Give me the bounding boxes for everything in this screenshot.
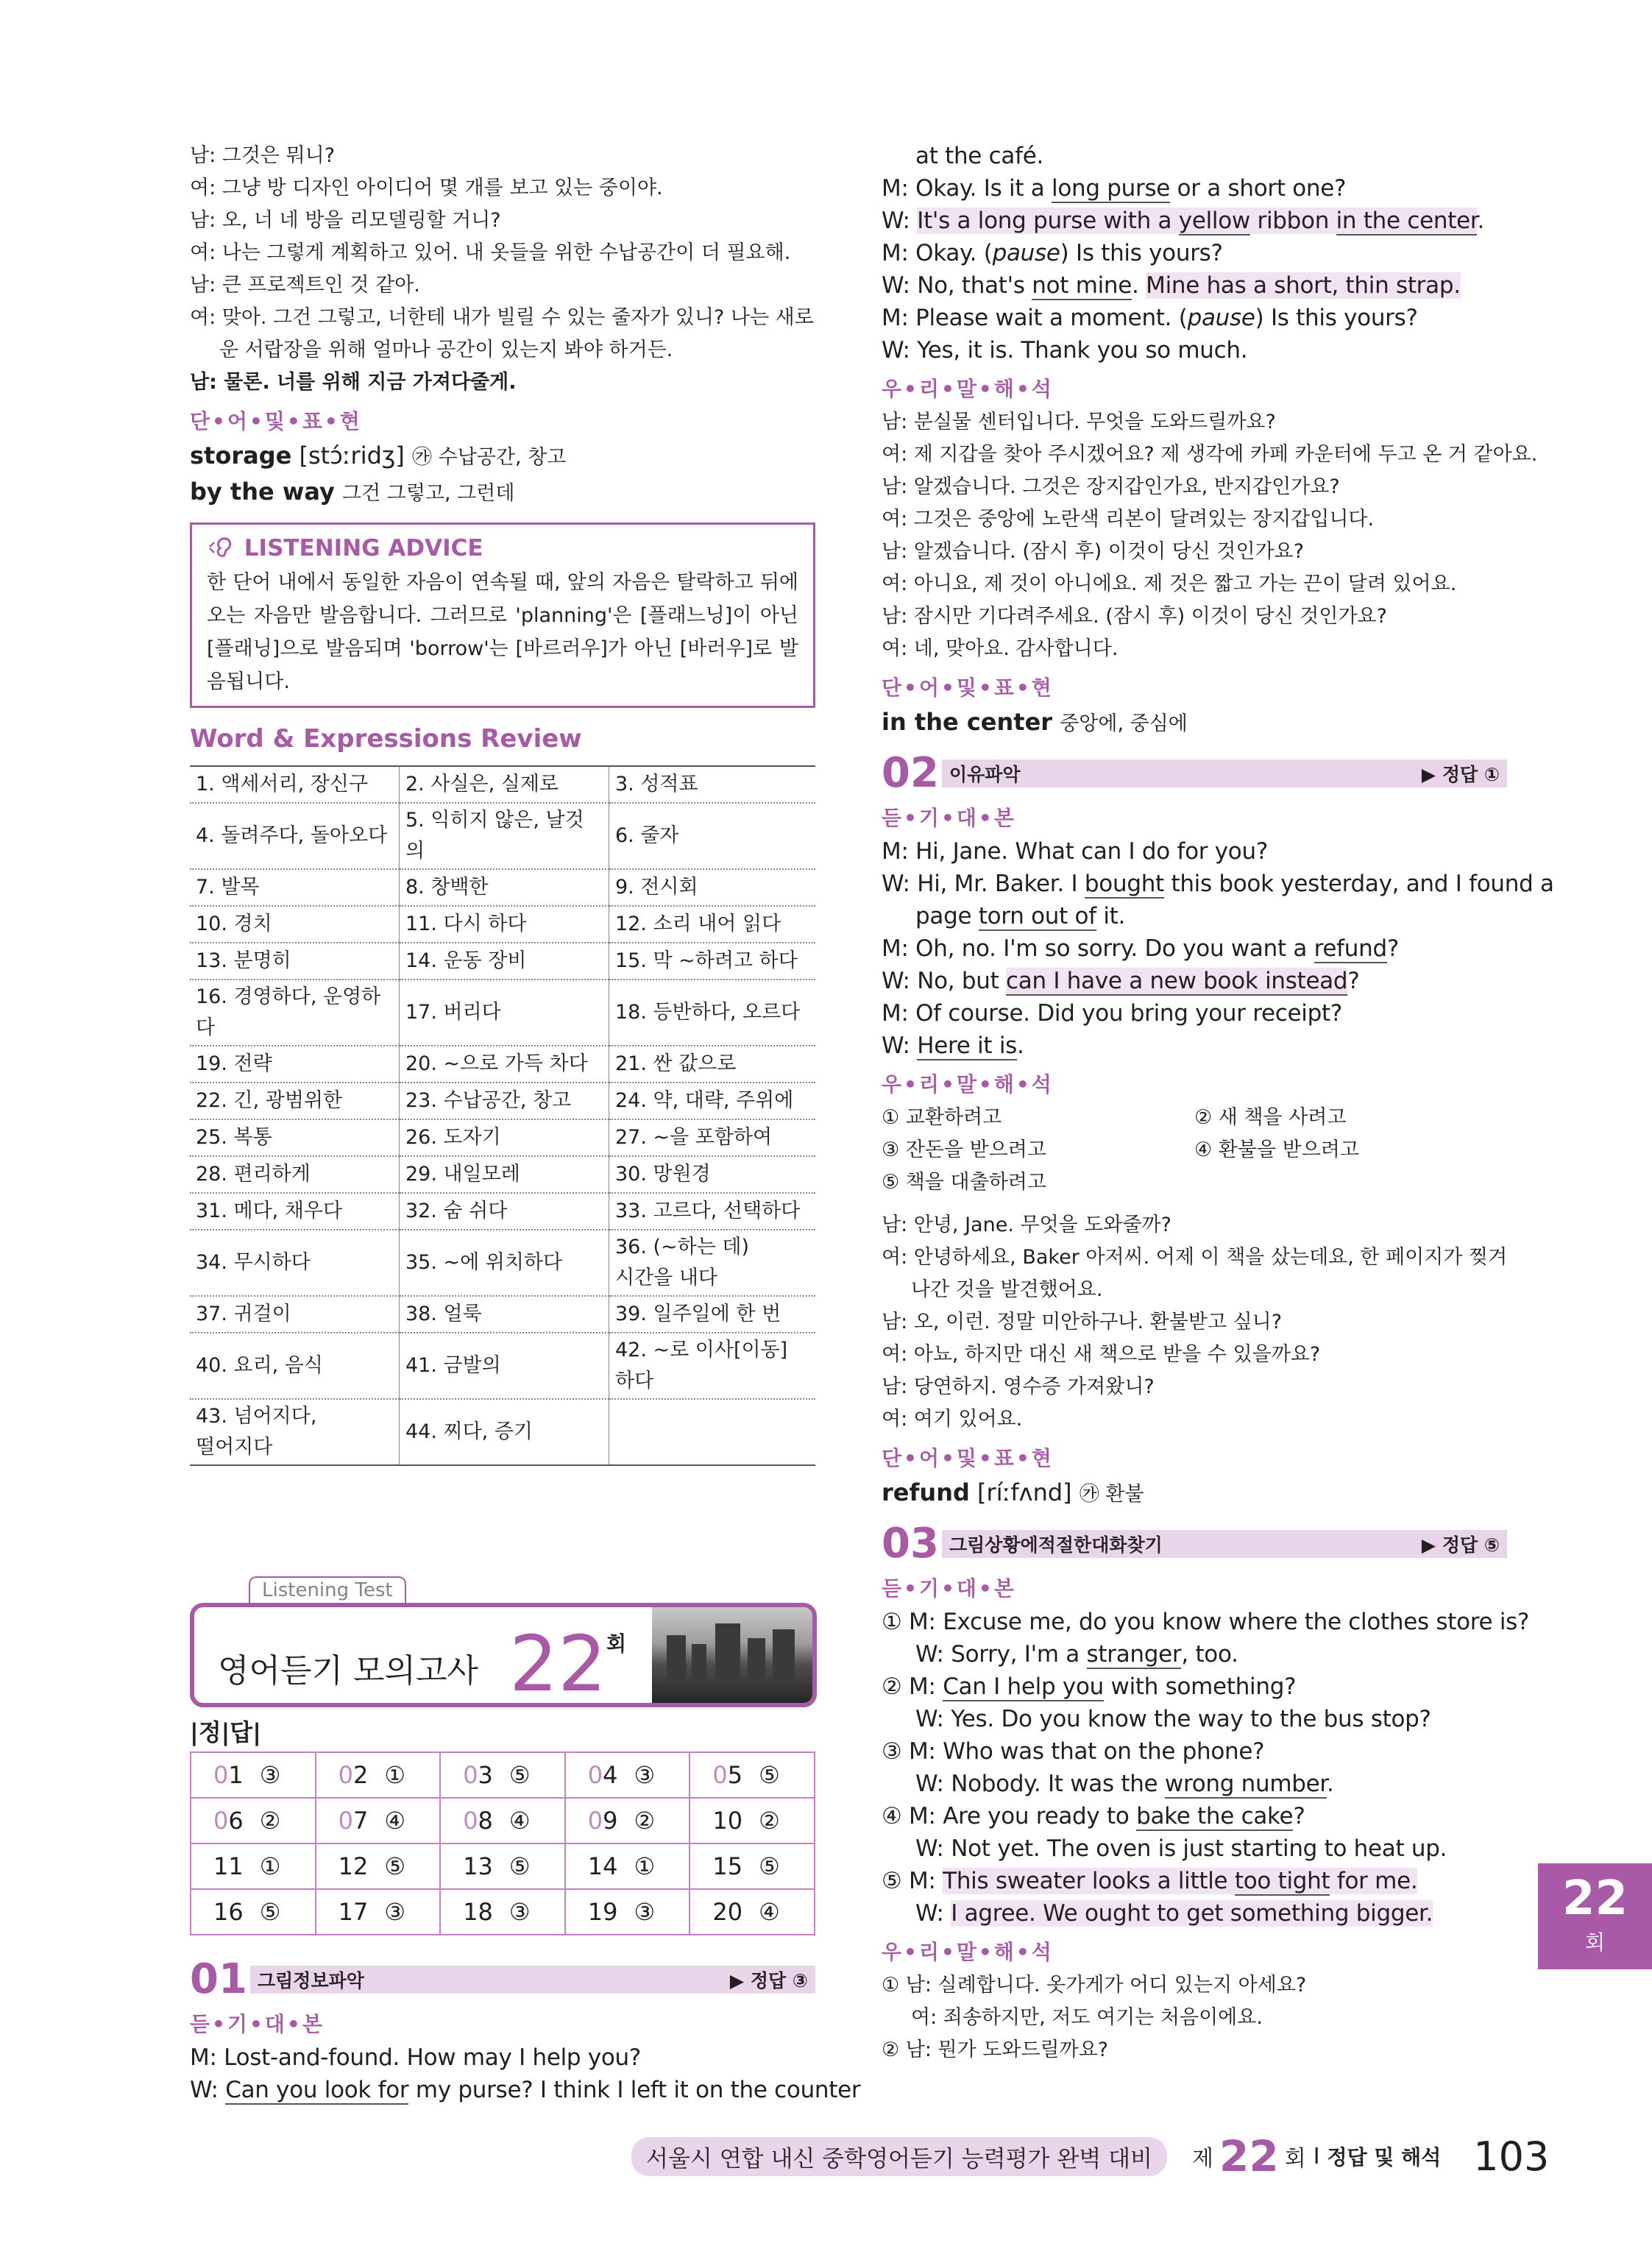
answer-number: 10 <box>712 1807 743 1835</box>
review-cell: 37. 귀걸이 <box>190 1296 400 1333</box>
answer-choice: ③ <box>259 1761 281 1789</box>
answer-number: 13 <box>463 1852 493 1880</box>
review-row <box>190 1193 815 1230</box>
review-cell: 42. ~로 이사[이동] 하다 <box>609 1333 816 1399</box>
translation-line: 여: 아니요, 제 것이 아니에요. 제 것은 짧고 가는 끈이 달려 있어요. <box>882 573 1457 595</box>
review-cell: 2. 사실은, 실제로 <box>400 766 609 803</box>
translation-line: 남: 알겠습니다. (잠시 후) 이것이 당신 것인가요? <box>882 540 1305 563</box>
dialogue-line: 여: 맞아. 그건 그렇고, 너한테 내가 빌릴 수 있는 줄자가 있니? 나는 새로 <box>190 306 814 329</box>
review-cell: 10. 경치 <box>190 906 400 943</box>
answer-choice: ⑤ <box>759 1852 780 1880</box>
dialogue-line: 남: 큰 프로젝트인 것 같아. <box>190 274 420 297</box>
review-cell: 25. 복통 <box>190 1119 400 1156</box>
answer-cell <box>316 1752 441 1798</box>
review-cell: 6. 줄자 <box>609 803 816 869</box>
script-line: W: Nobody. It was the wrong number. <box>915 1771 1334 1797</box>
question-header <box>882 1522 1507 1566</box>
script-line: W: Hi, Mr. Baker. I bought this book yesterday, and I found a <box>882 871 1554 897</box>
answer-cell <box>191 1752 316 1798</box>
answer-number: 03 <box>463 1761 493 1789</box>
script-line: W: Sorry, I'm a stranger, too. <box>915 1641 1238 1668</box>
review-row <box>190 869 815 906</box>
answer-choice: ⑤ <box>508 1761 531 1789</box>
answer-choice: ⑤ <box>384 1852 405 1880</box>
review-cell: 12. 소리 내어 읽다 <box>609 906 816 943</box>
review-cell: 36. (~하는 데) 시간을 내다 <box>609 1230 816 1296</box>
answer-row <box>191 1889 815 1935</box>
script-line: M: Okay. Is it a long purse or a short one? <box>882 175 1347 202</box>
answer-row <box>191 1752 815 1798</box>
script-line: ④ M: Are you ready to bake the cake? <box>882 1803 1305 1829</box>
answer-number: 08 <box>463 1807 493 1835</box>
test-header-frame <box>190 1603 817 1707</box>
review-cell: 13. 분명히 <box>190 943 400 980</box>
review-cell: 18. 등반하다, 오르다 <box>609 980 816 1046</box>
review-cell: 41. 금발의 <box>400 1333 609 1399</box>
review-cell: 39. 일주일에 한 번 <box>609 1296 816 1333</box>
translation-line: ② 남: 뭔가 도와드릴까요? <box>882 2038 1109 2061</box>
review-cell: 30. 망원경 <box>609 1156 816 1193</box>
answer-choice: ③ <box>634 1898 656 1926</box>
footer-hoe-prefix: 제 <box>1192 2146 1213 2172</box>
answer-cell <box>191 1843 316 1889</box>
review-table <box>190 765 815 1466</box>
review-cell: 44. 찌다, 증기 <box>400 1399 609 1465</box>
script-line: page torn out of it. <box>915 903 1126 929</box>
listening-advice-title: LISTENING ADVICE <box>207 531 798 566</box>
review-cell: 35. ~에 위치하다 <box>400 1230 609 1296</box>
review-cell: 8. 창백한 <box>400 869 609 906</box>
review-cell: 3. 성적표 <box>609 766 816 803</box>
script-line: W: No, but can I have a new book instead? <box>882 968 1360 994</box>
translation-line: 여: 아뇨, 하지만 대신 새 책으로 받을 수 있을까요? <box>882 1343 1321 1366</box>
answer-choice: ② <box>759 1807 780 1835</box>
answer-number: 18 <box>463 1898 493 1926</box>
choice-item: ⑤ 책을 대출하려고 <box>882 1171 1046 1194</box>
review-row <box>190 1296 815 1333</box>
question-header <box>190 1955 815 2003</box>
translation-line: 남: 안녕, Jane. 무엇을 도와줄까? <box>882 1214 1171 1236</box>
review-row <box>190 1156 815 1193</box>
choice-item: ② 새 책을 사려고 <box>1194 1106 1347 1129</box>
review-cell: 1. 액세서리, 장신구 <box>190 766 400 803</box>
translation-line: 남: 알겠습니다. 그것은 장지갑인가요, 반지갑인가요? <box>882 475 1340 498</box>
review-cell: 24. 약, 대략, 주위에 <box>609 1083 816 1119</box>
city-park-photo <box>652 1607 812 1703</box>
answer-choice: ⑤ <box>508 1852 531 1880</box>
script-line: W: Can you look for my purse? I think I left it on the counter <box>190 2077 861 2103</box>
translation-line: 남: 잠시만 기다려주세요. (잠시 후) 이것이 당신 것인가요? <box>882 605 1387 628</box>
question-type-bar <box>942 759 1507 787</box>
review-cell: 4. 돌려주다, 돌아오다 <box>190 803 400 869</box>
review-cell: 31. 메다, 채우다 <box>190 1193 400 1230</box>
review-cell: 7. 발목 <box>190 869 400 906</box>
review-cell: 16. 경영하다, 운영하다 <box>190 980 400 1046</box>
test-label: Listening Test <box>249 1576 406 1603</box>
script-line: at the café. <box>915 143 1044 169</box>
review-cell: 17. 버리다 <box>400 980 609 1046</box>
test-hoe: 회 <box>606 1632 627 1656</box>
choice-item: ④ 환불을 받으려고 <box>1194 1138 1359 1161</box>
vocab-heading: 단•어•및•표•현 <box>190 409 362 433</box>
translation-line: 나간 것을 발견했어요. <box>911 1278 1103 1301</box>
script-line: M: Lost-and-found. How may I help you? <box>190 2044 642 2071</box>
review-cell: 5. 익히지 않은, 날것의 <box>400 803 609 869</box>
vocab-entry <box>190 475 815 511</box>
question-answer: ▶ 정답 ⑤ <box>1421 1534 1500 1556</box>
answer-cell <box>689 1752 815 1798</box>
review-cell: 9. 전시회 <box>609 869 816 906</box>
review-cell: 28. 편리하게 <box>190 1156 400 1193</box>
answers-table <box>190 1751 815 1935</box>
answer-number: 04 <box>587 1761 618 1789</box>
vocab-pronunciation: [stɔ́ːridʒ] <box>299 442 405 470</box>
answer-number: 09 <box>587 1807 618 1835</box>
review-cell: 20. ~으로 가득 차다 <box>400 1046 609 1083</box>
answer-cell <box>316 1843 441 1889</box>
answer-row <box>191 1798 815 1843</box>
listening-test-header <box>190 1576 815 1709</box>
answer-cell <box>565 1889 690 1935</box>
vocab-heading: 단•어•및•표•현 <box>882 1446 1054 1470</box>
answer-number: 20 <box>712 1898 743 1926</box>
script-line: M: Oh, no. I'm so sorry. Do you want a refund? <box>882 935 1400 962</box>
answer-choice: ① <box>634 1852 656 1880</box>
script-line: W: Yes, it is. Thank you so much. <box>882 337 1248 364</box>
translation-line: 남: 분실물 센터입니다. 무엇을 도와드릴까요? <box>882 411 1276 433</box>
page-footer <box>631 2131 1550 2181</box>
script-line: ① M: Excuse me, do you know where the clothes store is? <box>882 1609 1530 1635</box>
review-cell: 15. 막 ~하려고 하다 <box>609 943 816 980</box>
review-cell: 33. 고르다, 선택하다 <box>609 1193 816 1230</box>
dialogue-line: 여: 그냥 방 디자인 아이디어 몇 개를 보고 있는 중이야. <box>190 177 663 199</box>
answer-choice: ① <box>384 1761 405 1789</box>
translation-line: ① 남: 실례합니다. 옷가게가 어디 있는지 아세요? <box>882 1974 1307 1997</box>
chapter-side-tab <box>1538 1863 1652 1969</box>
answer-row <box>191 1843 815 1889</box>
script-line: M: Okay. (pause) Is this yours? <box>882 240 1223 266</box>
choice-list <box>882 1102 1507 1199</box>
answer-choice: ④ <box>384 1807 405 1835</box>
review-cell: 21. 싼 값으로 <box>609 1046 816 1083</box>
footer-separator: I <box>1313 2143 1320 2169</box>
answer-number: 11 <box>213 1852 244 1880</box>
answer-choice: ④ <box>759 1898 780 1926</box>
dialogue-line: 여: 나는 그렇게 계획하고 있어. 내 옷들을 위한 수납공간이 더 필요해. <box>190 241 791 264</box>
chapter-tab-label: 회 <box>1584 1930 1606 1955</box>
translation-line: 여: 네, 맞아요. 감사합니다. <box>882 637 1119 660</box>
footer-section: 정답 및 해석 <box>1327 2145 1442 2169</box>
review-row <box>190 803 815 869</box>
answer-number: 16 <box>213 1898 244 1926</box>
script-heading: 듣•기•대•본 <box>882 1576 1016 1601</box>
translation-heading: 우•리•말•해•석 <box>882 377 1054 401</box>
review-row <box>190 1083 815 1119</box>
footer-hoe-suffix: 회 <box>1284 2146 1306 2172</box>
answer-cell <box>191 1798 316 1843</box>
dialogue-translation <box>190 140 815 399</box>
translation-heading: 우•리•말•해•석 <box>882 1940 1054 1964</box>
vocab-word: storage <box>190 442 292 470</box>
review-cell: 26. 도자기 <box>400 1119 609 1156</box>
page-number: 103 <box>1473 2133 1550 2180</box>
translation-line: 남: 당연하지. 영수증 가져왔니? <box>882 1375 1155 1398</box>
question-number: 01 <box>190 1955 247 2003</box>
vocab-entry <box>882 705 1507 741</box>
question-header <box>882 751 1507 796</box>
vocab-meaning: 중앙에, 중심에 <box>1060 712 1188 735</box>
answer-number: 12 <box>338 1852 369 1880</box>
answer-cell <box>316 1798 441 1843</box>
review-cell: 19. 전략 <box>190 1046 400 1083</box>
answer-cell <box>440 1798 565 1843</box>
answer-choice: ③ <box>508 1898 531 1926</box>
review-cell: 43. 넘어지다, 떨어지다 <box>190 1399 400 1465</box>
script-line: M: Hi, Jane. What can I do for you? <box>882 838 1268 865</box>
review-cell: 38. 얼룩 <box>400 1296 609 1333</box>
answer-cell <box>440 1843 565 1889</box>
translation-line: 여: 제 지갑을 찾아 주시겠어요? 제 생각에 카페 카운터에 두고 온 거 같아요. <box>882 443 1538 466</box>
answer-cell <box>565 1752 690 1798</box>
script-line: W: Not yet. The oven is just starting to heat up. <box>915 1835 1447 1862</box>
script-line: M: Of course. Did you bring your receipt? <box>882 1000 1343 1027</box>
review-row <box>190 1046 815 1083</box>
answer-choice: ② <box>634 1807 656 1835</box>
answer-number: 07 <box>338 1807 369 1835</box>
left-column <box>190 140 861 2106</box>
script-line: W: Yes. Do you know the way to the bus stop? <box>915 1706 1431 1732</box>
answer-number: 02 <box>338 1761 369 1789</box>
choice-item: ③ 잔돈을 받으려고 <box>882 1138 1046 1161</box>
review-row <box>190 766 815 803</box>
review-cell: 27. ~을 포함하여 <box>609 1119 816 1156</box>
review-cell: 29. 내일모레 <box>400 1156 609 1193</box>
script-line: W: Here it is. <box>882 1032 1024 1059</box>
vocab-entry <box>190 439 815 475</box>
question-type: 그림상황에적절한대화찾기 <box>949 1534 1163 1556</box>
vocab-meaning: 그건 그렇고, 그런데 <box>342 482 515 505</box>
script-line: W: It's a long purse with a yellow ribbon in the center. <box>882 208 1485 234</box>
answers-label: |정|답| <box>190 1718 261 1746</box>
script-line: W: I agree. We ought to get something bigger. <box>915 1900 1433 1927</box>
footer-book-title: 서울시 연합 내신 중학영어듣기 능력평가 완벽 대비 <box>631 2137 1167 2176</box>
answer-cell <box>316 1889 441 1935</box>
answer-choice: ③ <box>384 1898 405 1926</box>
answer-choice: ③ <box>634 1761 656 1789</box>
answer-cell <box>689 1889 815 1935</box>
answer-cell <box>689 1843 815 1889</box>
script-line: M: Please wait a moment. (pause) Is this yours? <box>882 305 1418 331</box>
dialogue-line: 운 서랍장을 위해 얼마나 공간이 있는지 봐야 하거든. <box>219 339 673 361</box>
question-type-bar <box>942 1530 1507 1558</box>
answer-cell <box>565 1798 690 1843</box>
script-line: ③ M: Who was that on the phone? <box>882 1738 1265 1765</box>
vocab-heading: 단•어•및•표•현 <box>882 676 1054 700</box>
answer-cell <box>565 1843 690 1889</box>
test-number: 22 <box>509 1619 607 1709</box>
review-row <box>190 906 815 943</box>
script-heading: 듣•기•대•본 <box>190 2012 325 2036</box>
review-row <box>190 1119 815 1156</box>
question-number: 02 <box>882 749 939 797</box>
chapter-tab-number: 22 <box>1561 1871 1628 1926</box>
review-cell: 23. 수납공간, 창고 <box>400 1083 609 1119</box>
ear-icon <box>207 535 244 562</box>
answer-choice: ⑤ <box>759 1761 780 1789</box>
review-row <box>190 1333 815 1399</box>
question-number: 03 <box>882 1520 939 1568</box>
translation-line: 남: 오, 이런. 정말 미안하구나. 환불받고 싶니? <box>882 1311 1283 1333</box>
review-row <box>190 943 815 980</box>
vocab-meaning: ㉮ 수납공간, 창고 <box>412 446 567 469</box>
answer-choice: ① <box>259 1852 281 1880</box>
answer-cell <box>440 1889 565 1935</box>
answer-number: 06 <box>213 1807 244 1835</box>
answer-number: 01 <box>213 1761 244 1789</box>
translation-heading: 우•리•말•해•석 <box>882 1072 1054 1097</box>
listening-advice-box <box>190 523 815 708</box>
script-line: ⑤ M: This sweater looks a little too tight for me. <box>882 1868 1418 1894</box>
translation-line: 여: 여기 있어요. <box>882 1408 1023 1431</box>
answer-number: 05 <box>712 1761 743 1789</box>
answer-choice: ② <box>259 1807 281 1835</box>
test-title: 영어듣기 모의고사 <box>218 1652 479 1690</box>
dialogue-line: 남: 오, 너 네 방을 리모델링할 거니? <box>190 209 501 232</box>
right-column <box>882 140 1554 2066</box>
vocab-word: in the center <box>882 708 1053 736</box>
review-row <box>190 1399 815 1465</box>
dialogue-line: 남: 그것은 뭐니? <box>190 144 336 167</box>
answer-number: 19 <box>587 1898 618 1926</box>
script-heading: 듣•기•대•본 <box>882 806 1016 830</box>
review-row <box>190 980 815 1046</box>
answer-cell <box>689 1798 815 1843</box>
review-cell: 22. 긴, 광범위한 <box>190 1083 400 1119</box>
choice-item: ① 교환하려고 <box>882 1106 1002 1129</box>
translation-line: 여: 죄송하지만, 저도 여기는 처음이에요. <box>911 2006 1263 2029</box>
script-line: ② M: Can I help you with something? <box>882 1673 1297 1700</box>
answer-choice: ⑤ <box>259 1898 281 1926</box>
vocab-word: refund <box>882 1478 970 1506</box>
question-answer: ▶ 정답 ③ <box>729 1970 808 1991</box>
translation-line: 여: 그것은 중앙에 노란색 리본이 달려있는 장지갑입니다. <box>882 508 1375 531</box>
script-line: W: No, that's not mine. Mine has a short, thin strap. <box>882 272 1461 299</box>
answer-choice: ④ <box>508 1807 531 1835</box>
dialogue-line-answer: 남: 물론. 너를 위해 지금 가져다줄게. <box>190 371 517 394</box>
answer-number: 17 <box>338 1898 369 1926</box>
answer-number: 15 <box>712 1852 743 1880</box>
review-cell: 40. 요리, 음식 <box>190 1333 400 1399</box>
answer-cell <box>191 1889 316 1935</box>
review-cell: 34. 무시하다 <box>190 1230 400 1296</box>
review-title: Word & Expressions Review <box>190 724 582 754</box>
listening-advice-text: 한 단어 내에서 동일한 자음이 연속될 때, 앞의 자음은 탈락하고 뒤에 오는 자음만 발음합니다. 그러므로 'planning'은 [플래느닝]이 아닌 [플래닝]으로 발음되며 'borrow'는 [바르러우]가 아닌 [바러우]로 발음됩니다. <box>207 571 798 693</box>
answer-cell <box>440 1752 565 1798</box>
question-type: 이유파악 <box>949 764 1021 785</box>
review-cell <box>609 1399 816 1465</box>
question-type: 그림정보파악 <box>258 1970 364 1991</box>
vocab-entry <box>882 1476 1507 1512</box>
translation-line: 여: 안녕하세요, Baker 아저씨. 어제 이 책을 샀는데요, 한 페이지가 찢겨 <box>882 1246 1508 1269</box>
vocab-word: by the way <box>190 478 335 506</box>
footer-hoe-number: 22 <box>1219 2131 1279 2181</box>
vocab-meaning: ㉮ 환불 <box>1079 1483 1144 1506</box>
review-row <box>190 1230 815 1296</box>
question-type-bar <box>250 1966 815 1994</box>
answer-number: 14 <box>587 1852 618 1880</box>
review-cell: 32. 숨 쉬다 <box>400 1193 609 1230</box>
review-cell: 14. 운동 장비 <box>400 943 609 980</box>
review-cell: 11. 다시 하다 <box>400 906 609 943</box>
vocab-pronunciation: [ríːfʌnd] <box>977 1478 1072 1506</box>
question-answer: ▶ 정답 ① <box>1421 764 1500 785</box>
